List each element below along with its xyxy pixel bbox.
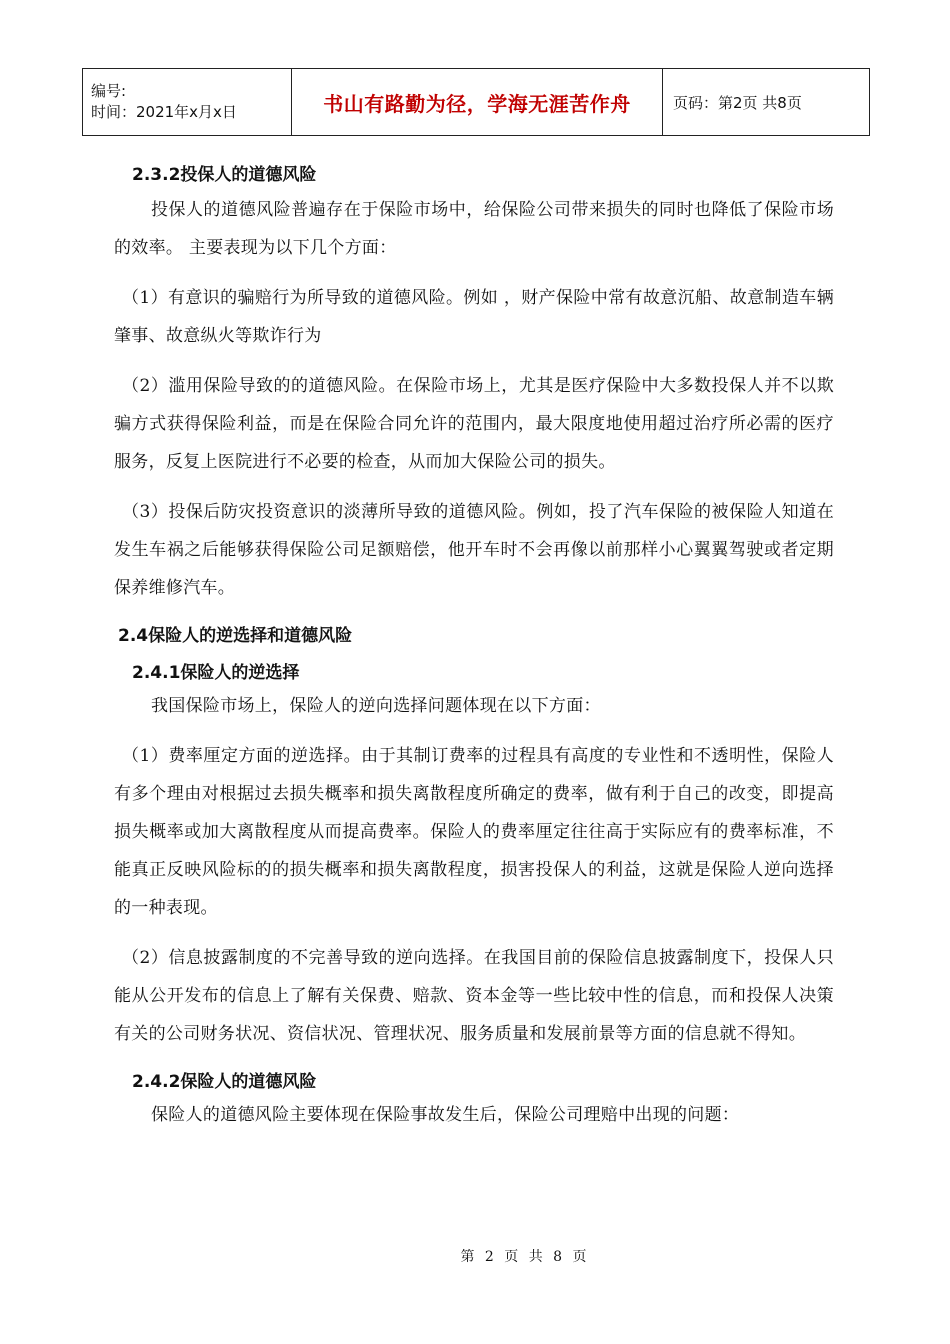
paragraph-2-4-2-intro: 保险人的道德风险主要体现在保险事故发生后，保险公司理赔中出现的问题： <box>151 1105 740 1125</box>
paragraph-2-3-2-item-3: （3）投保后防灾投资意识的淡薄所导致的道德风险。例如，投了汽车保险的被保险人知道在发生车祸之后能够获得保险公司足额赔偿，他开车时不会再像以前那样小心翼翼驾驶或者定期保养维修汽车。 <box>114 502 834 598</box>
header-meta-cell <box>83 69 292 136</box>
document-number-label: 编号: <box>91 82 127 100</box>
document-date-label: 时间：2021年x月x日 <box>91 103 237 121</box>
document-header <box>82 68 870 136</box>
paragraph-2-4-1-intro: 我国保险市场上，保险人的逆向选择问题体现在以下方面： <box>151 696 601 716</box>
document-body <box>114 150 834 1134</box>
paragraph-2-3-2-item-1: （1）有意识的骗赔行为所导致的道德风险。例如 ，财产保险中常有故意沉船、故意制造车辆肇事、故意纵火等欺诈行为 <box>114 288 834 346</box>
paragraph-2-3-2-item-2: （2）滥用保险导致的的道德风险。在保险市场上，尤其是医疗保险中大多数投保人并不以欺骗方式获得保险利益，而是在保险合同允许的范围内，最大限度地使用超过治疗所必需的医疗服务，反复上医院进行不必要的检查，从而加大保险公司的损失。 <box>114 376 834 472</box>
page-footer: 第 2 页 共 8 页 <box>460 1249 590 1265</box>
section-heading-2-4-2: 2.4.2保险人的道德风险 <box>132 1072 317 1092</box>
paragraph-2-4-1-item-1: （1）费率厘定方面的逆选择。由于其制订费率的过程具有高度的专业性和不透明性，保险人有多个理由对根据过去损失概率和损失离散程度所确定的费率，做有利于自己的改变，即提高损失概率或加大离散程度从而提高费率。保险人的费率厘定往往高于实际应有的费率标准，不能真正反映风险标的的损失概率和损失离散程度，损害投保人的利益，这就是保险人逆向选择的一种表现。 <box>114 746 834 918</box>
section-heading-2-4-1: 2.4.1保险人的逆选择 <box>132 663 300 683</box>
section-heading-2-4: 2.4保险人的逆选择和道德风险 <box>118 626 353 646</box>
section-heading-2-3-2: 2.3.2投保人的道德风险 <box>132 165 317 185</box>
header-page-info: 页码：第2页 共8页 <box>663 69 870 136</box>
paragraph-2-3-2-intro: 投保人的道德风险普遍存在于保险市场中，给保险公司带来损失的同时也降低了保险市场的效率。 主要表现为以下几个方面： <box>114 200 834 258</box>
header-motto: 书山有路勤为径，学海无涯苦作舟 <box>292 69 663 136</box>
paragraph-2-4-1-item-2: （2）信息披露制度的不完善导致的逆向选择。在我国目前的保险信息披露制度下，投保人只能从公开发布的信息上了解有关保费、赔款、资本金等一些比较中性的信息，而和投保人决策有关的公司财务状况、资信状况、管理状况、服务质量和发展前景等方面的信息就不得知。 <box>114 948 834 1044</box>
